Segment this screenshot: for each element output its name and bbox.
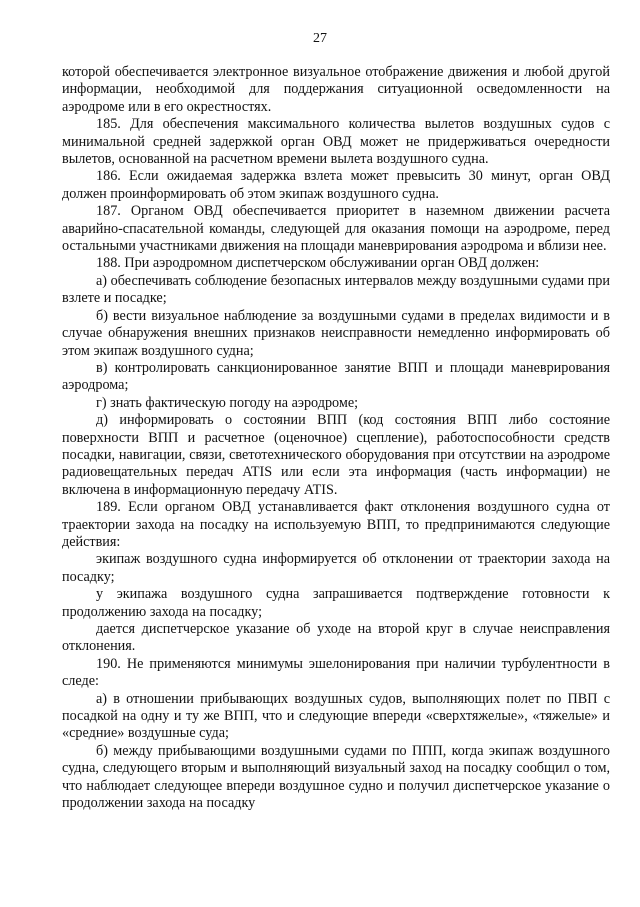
paragraph-188-v: в) контролировать санкционированное занятие ВПП и площади маневрирования аэродрома; xyxy=(62,359,610,394)
paragraph-188-a: а) обеспечивать соблюдение безопасных интервалов между воздушными судами при взлете и посадке; xyxy=(62,272,610,307)
paragraph-188-g: г) знать фактическую погоду на аэродроме; xyxy=(96,394,359,411)
paragraph-186: 186. Если ожидаемая задержка взлета может превысить 30 минут, орган ОВД должен проинформировать об этом экипаж воздушного судна. xyxy=(62,168,610,202)
paragraph-189: 189. Если органом ОВД устанавливается факт отклонения воздушного судна от траектории захода на посадку на используемую ВПП, то предпринимаются следующие действия: xyxy=(62,499,610,550)
paragraph-continuation: которой обеспечивается электронное визуальное отображение движения и любой другой информации, необходимой для поддержания ситуационной осведомленности на аэродроме или в его окрестностях. xyxy=(62,64,610,115)
paragraph-189-2: у экипажа воздушного судна запрашивается подтверждение готовности к продолжению захода на посадку; xyxy=(62,586,610,620)
paragraph-189-1: экипаж воздушного судна информируется об отклонении от траектории захода на посадку; xyxy=(62,551,610,585)
paragraph-190-b: б) между прибывающими воздушными судами по ППП, когда экипаж воздушного судна, следующего вторым и выполняющий визуальный заход на посадку сообщил о том, что наблюдает следующее впереди воздушное судно и получил диспетчерское указание о продолжении захода на посадку xyxy=(62,742,610,812)
paragraph-189-3: дается диспетчерское указание об уходе на второй круг в случае неисправления отклонения. xyxy=(62,621,610,655)
paragraph-188: 188. При аэродромном диспетчерском обслуживании орган ОВД должен: xyxy=(96,255,540,272)
paragraph-190: 190. Не применяются минимумы эшелонирования при наличии турбулентности в следе: xyxy=(62,655,610,690)
paragraph-188-d: д) информировать о состоянии ВПП (код состояния ВПП либо состояние поверхности ВПП и расчетное (оценочное) сцепление), работоспособности средств посадки, навигации, связи, светотехнического оборудования при отсутствии на аэродроме радиовещательных передач ATIS или если эта информация (часть информации) не включена в информационную передачу ATIS. xyxy=(62,412,610,498)
paragraph-188-b: б) вести визуальное наблюдение за воздушными судами в пределах видимости и в случае обнаружения внешних признаков неисправности немедленно информировать об этом экипаж воздушного судна; xyxy=(62,307,610,359)
paragraph-187: 187. Органом ОВД обеспечивается приоритет в наземном движении расчета аварийно-спасательной команды, следующей для оказания помощи на аэродроме, перед остальными участниками движения на площади маневрирования аэродрома и вблизи нее. xyxy=(62,203,610,255)
paragraph-185: 185. Для обеспечения максимального количества вылетов воздушных судов с минимальной средней задержкой орган ОВД может не придерживаться очередности вылетов, основанной на расчетном времени вылета воздушного судна. xyxy=(62,116,610,168)
page-number: 27 xyxy=(313,31,327,46)
document-body xyxy=(62,64,610,812)
paragraph-190-a: а) в отношении прибывающих воздушных судов, выполняющих полет по ПВП с посадкой на одну и ту же ВПП, что и следующие впереди «сверхтяжелые», «тяжелые» и «средние» воздушные суда; xyxy=(62,690,610,742)
